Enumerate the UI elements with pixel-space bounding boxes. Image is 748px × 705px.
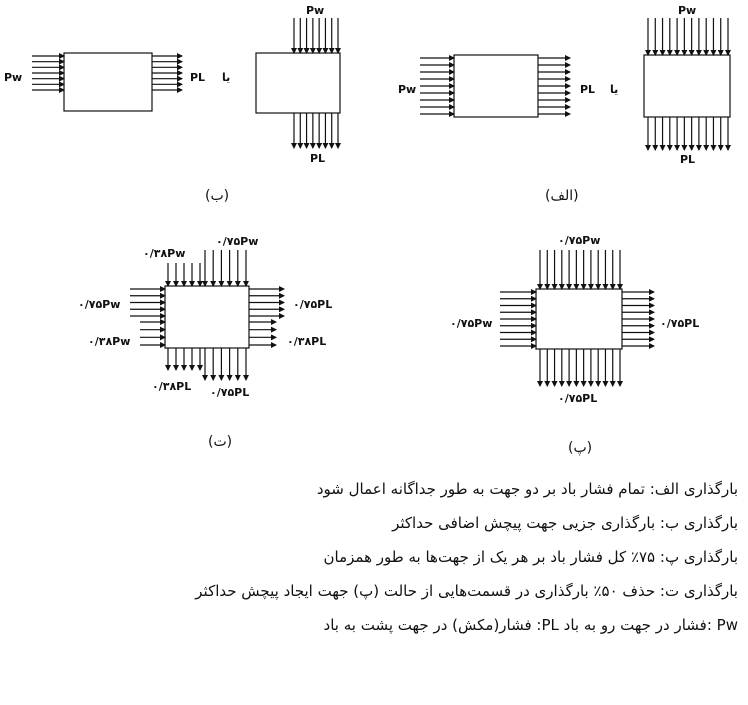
note-te: بارگذاری ت: حذف ۵۰٪ بارگذاری در قسمت‌هایی از حالت (پ) جهت ایجاد پیچش حداکثر xyxy=(195,582,738,600)
be-left-pl-label: PL xyxy=(190,71,206,84)
pe-left-label: ۰/۷۵Pw xyxy=(450,317,493,330)
te-bottom-right-arrows xyxy=(205,348,246,380)
te-right-bottom-label: ۰/۳۸PL xyxy=(287,335,327,348)
alef-left-leeward-arrows xyxy=(538,58,570,114)
te-bottom-left-arrows xyxy=(168,348,200,370)
alef-right-leeward-arrows xyxy=(648,117,728,150)
alef-right-pl-label: PL xyxy=(680,153,696,166)
be-right-building xyxy=(256,53,340,113)
te-left-top-arrows xyxy=(130,289,165,316)
te-bottom-left-label: ۰/۳۸PL xyxy=(152,380,192,393)
note-pe: بارگذاری پ: ۷۵٪ کل فشار باد بر هر یک از جهت‌ها به طور همزمان xyxy=(323,548,738,566)
te-right-bottom-arrows xyxy=(249,322,276,345)
alef-left-pw-label: Pw xyxy=(398,83,417,96)
alef-left-pl-label: PL xyxy=(580,83,596,96)
note-legend: Pw :فشار در جهت رو به باد PL: فشار(مکش) در جهت پشت به باد xyxy=(323,616,738,634)
pe-right-arrows xyxy=(622,292,654,346)
pe-right-label: ۰/۷۵PL xyxy=(660,317,700,330)
alef-left-windward-arrows xyxy=(420,58,454,114)
note-be: بارگذاری ب: بارگذاری جزیی جهت پیچش اضافی حداکثر xyxy=(392,514,738,532)
pe-bottom-label: ۰/۷۵PL xyxy=(558,392,598,405)
te-building xyxy=(165,286,249,348)
pe-building xyxy=(536,289,622,349)
te-right-top-label: ۰/۷۵PL xyxy=(293,298,333,311)
te-left-bottom-label: ۰/۳۸Pw xyxy=(88,335,131,348)
be-left-leeward-arrows xyxy=(152,56,182,90)
te-top-right-label: ۰/۷۵Pw xyxy=(216,235,259,248)
be-right-leeward-arrows xyxy=(294,113,338,148)
alef-right-pw-label: Pw xyxy=(678,4,697,17)
alef-right-building xyxy=(644,55,730,117)
caption-be: (ب) xyxy=(205,188,230,204)
pe-top-arrows xyxy=(540,250,620,289)
note-alef: بارگذاری الف: تمام فشار باد بر دو جهت به طور جداگانه اعمال شود xyxy=(316,480,738,498)
caption-te: (ت) xyxy=(208,434,233,450)
te-left-bottom-arrows xyxy=(140,322,165,345)
be-right-pl-label: PL xyxy=(310,152,326,165)
pe-bottom-arrows xyxy=(540,349,620,386)
alef-right-windward-arrows xyxy=(648,18,728,55)
be-left-pw-label: Pw xyxy=(4,71,23,84)
be-or-label: یا xyxy=(222,71,231,84)
be-right-pw-label: Pw xyxy=(306,4,325,17)
alef-left-building xyxy=(454,55,538,117)
alef-or-label: یا xyxy=(610,83,619,96)
te-right-top-arrows xyxy=(249,289,284,316)
caption-pe: (پ) xyxy=(568,440,593,456)
pe-left-arrows xyxy=(500,292,536,346)
te-bottom-right-label: ۰/۷۵PL xyxy=(210,386,250,399)
te-top-left-arrows xyxy=(168,263,200,286)
be-right-windward-arrows xyxy=(294,18,338,53)
be-left-windward-arrows xyxy=(32,56,64,90)
te-left-top-label: ۰/۷۵Pw xyxy=(78,298,121,311)
te-top-left-label: ۰/۳۸Pw xyxy=(143,247,186,260)
caption-alef: (الف) xyxy=(545,188,579,204)
te-top-right-arrows xyxy=(205,250,246,286)
pe-top-label: ۰/۷۵Pw xyxy=(558,234,601,247)
be-left-building xyxy=(64,53,152,111)
